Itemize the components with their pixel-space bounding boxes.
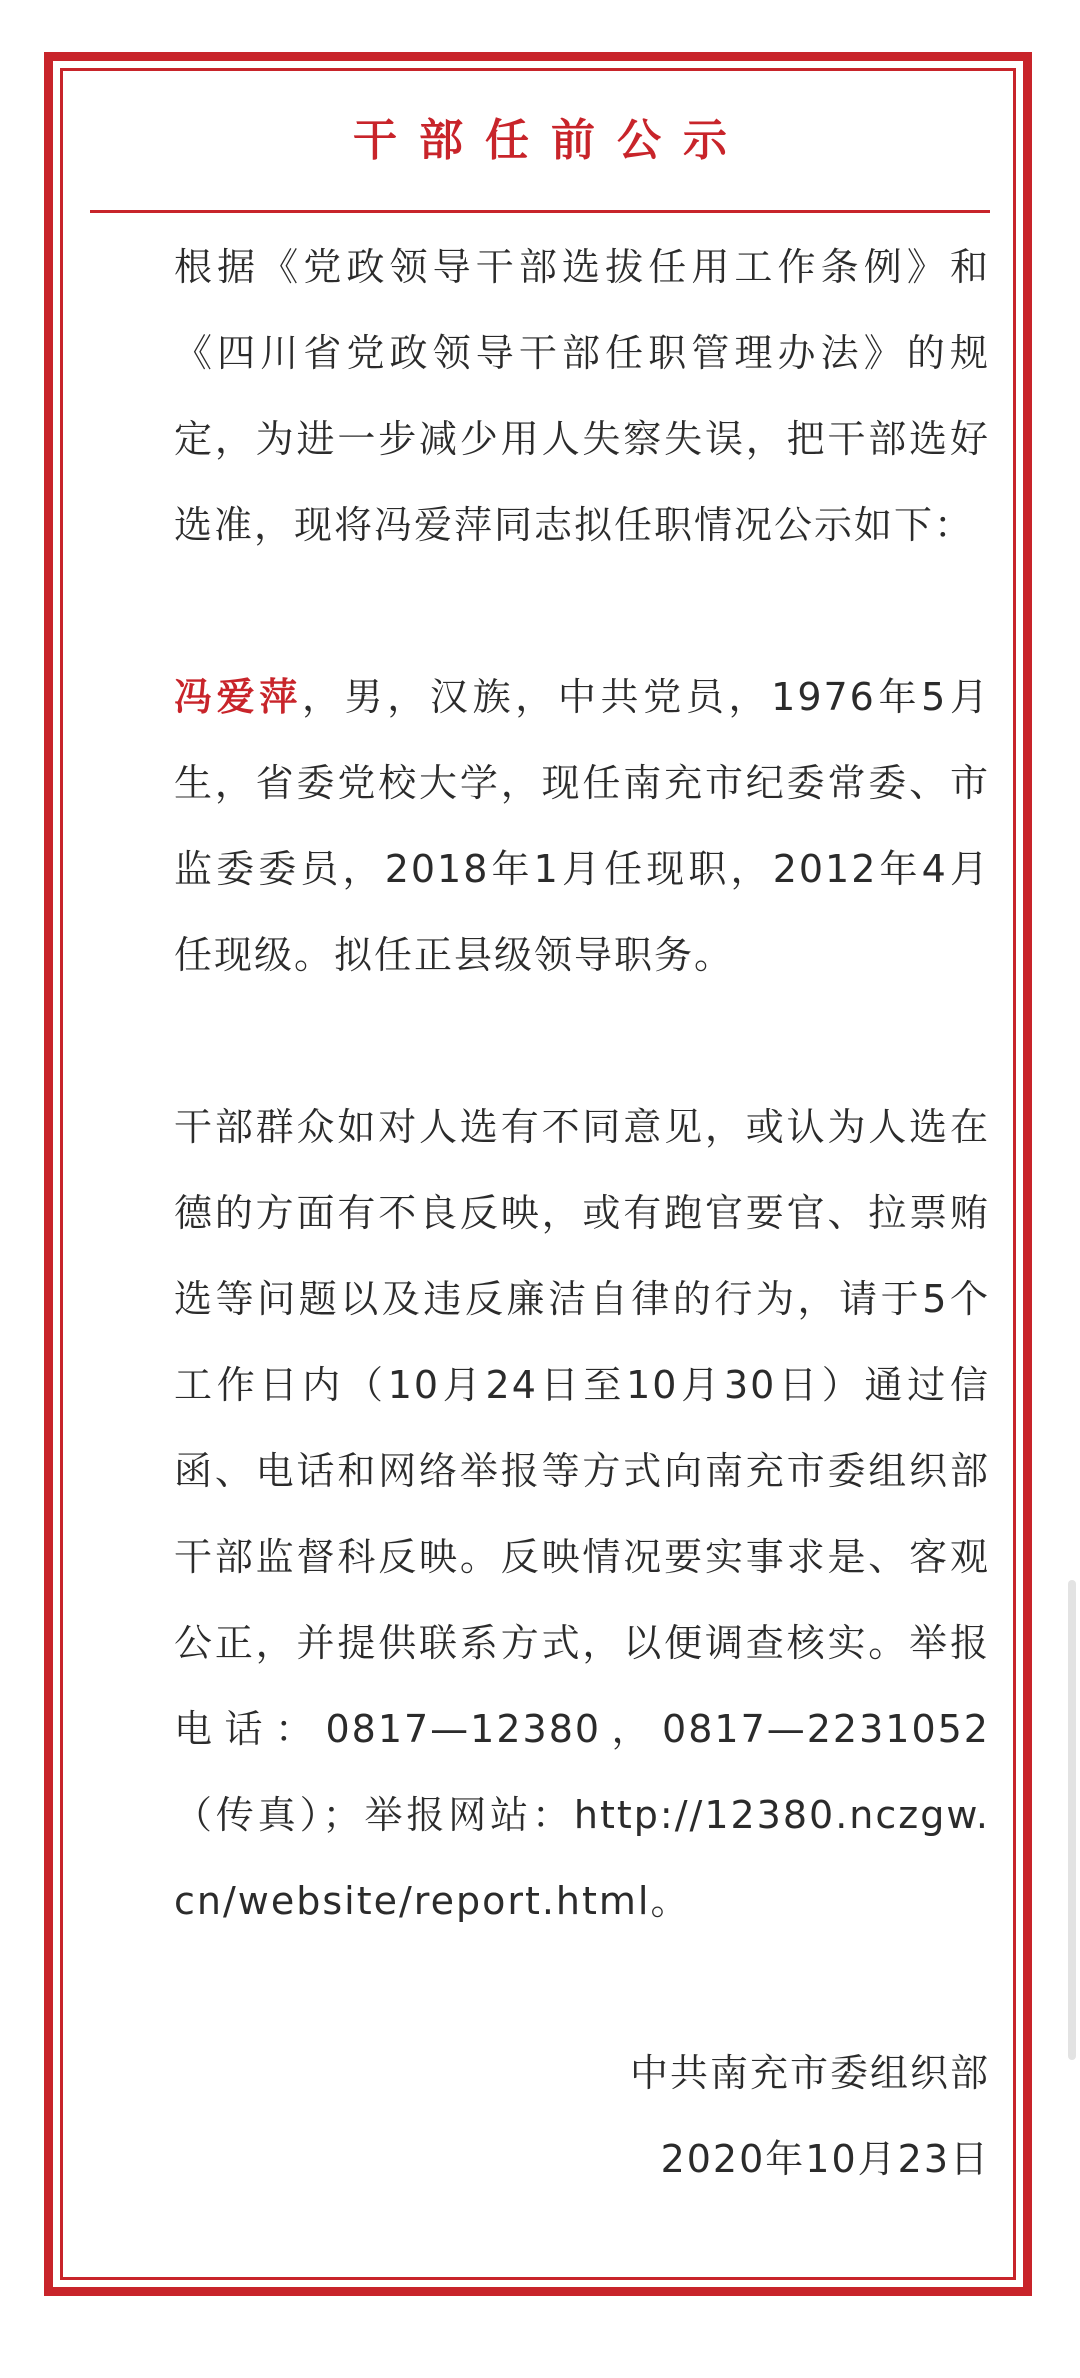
intro-text: 根据《党政领导干部选拔任用工作条例》和《四川省党政领导干部任职管理办法》的规定，为进一步减少用人失察失误，把干部选好选准，现将冯爱萍同志拟任职情况公示如下： (174, 245, 990, 547)
notice-content (90, 95, 990, 2202)
notice-title: 干部任前公示 (353, 115, 749, 166)
paragraph-spacer (90, 568, 990, 654)
candidate-name: 冯爱萍 (174, 675, 302, 719)
feedback-text: 干部群众如对人选有不同意见，或认为人选在德的方面有不良反映，或有跑官要官、拉票贿选等问题以及违反廉洁自律的行为，请于5个工作日内（10月24日至10月30日）通过信函、电话和网络举报等方式向南充市委组织部干部监督科反映。反映情况要实事求是、客观公正，并提供联系方式，以便调查核实。举报电话：0817—12380，0817—2231052（传真）；举报网站：http://12380.nczgw.cn/website/report.html。 (174, 1105, 990, 1923)
feedback-paragraph (90, 1084, 990, 1944)
candidate-details: ，男，汉族，中共党员，1976年5月生，省委党校大学，现任南充市纪委常委、市监委委员，2018年1月任现职，2012年4月任现级。拟任正县级领导职务。 (174, 675, 990, 977)
intro-paragraph (90, 224, 990, 568)
candidate-paragraph (90, 654, 990, 998)
signature-block (90, 2030, 990, 2202)
paragraph-spacer (90, 998, 990, 1084)
title-divider (90, 210, 990, 213)
issue-date: 2020年10月23日 (660, 2137, 990, 2181)
issuer-name: 中共南充市委组织部 (629, 2051, 990, 2095)
scrollbar[interactable] (1068, 1580, 1076, 2060)
